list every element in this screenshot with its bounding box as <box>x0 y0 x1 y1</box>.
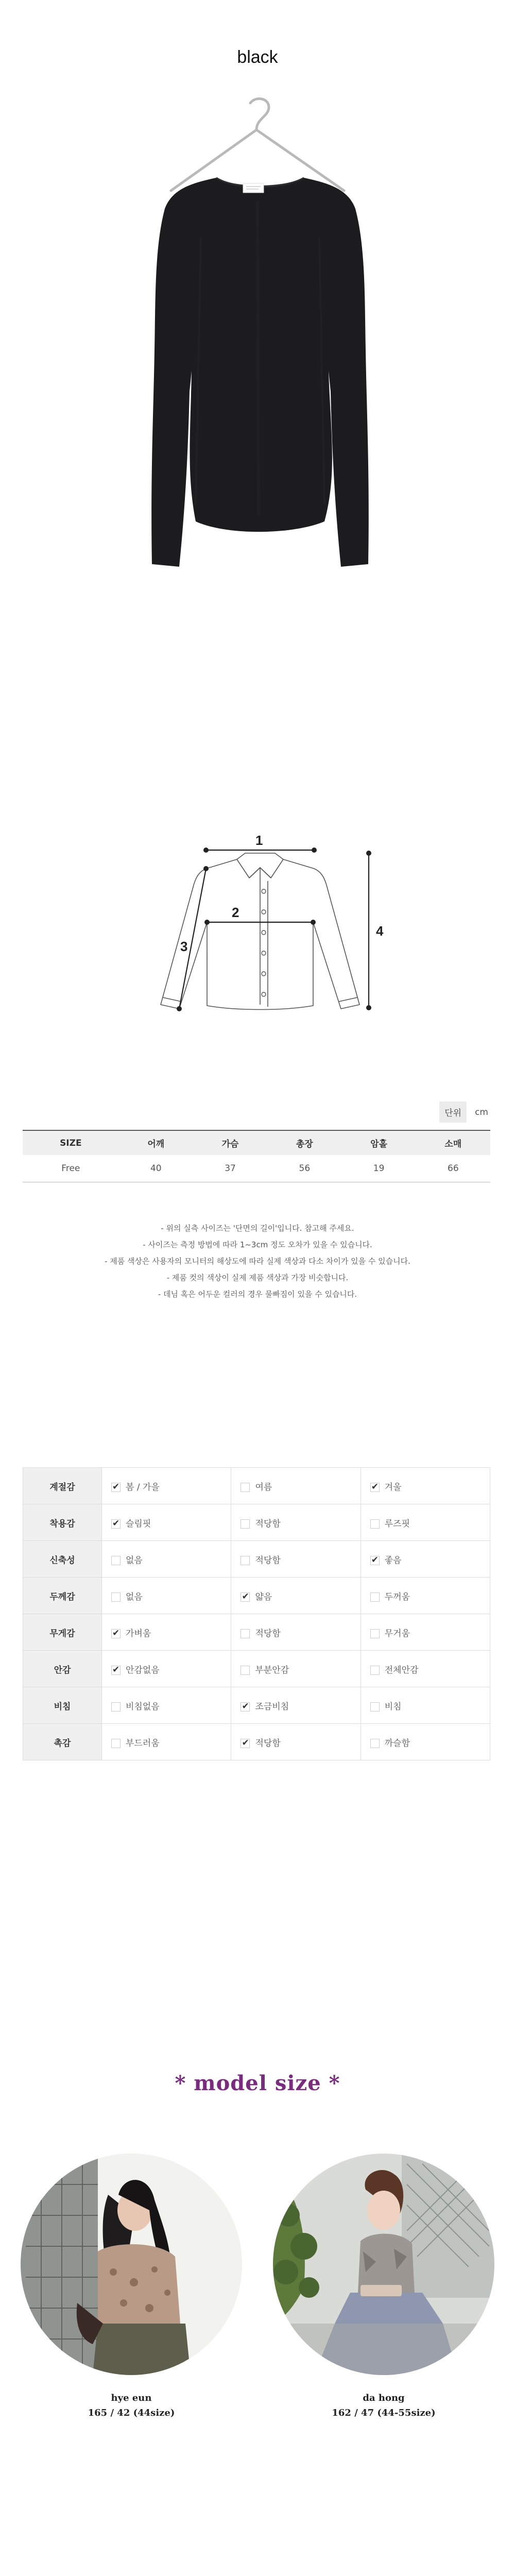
feature-label: 안감 <box>23 1651 102 1687</box>
feature-option-text: 가벼움 <box>126 1628 151 1639</box>
feature-option-text: 까슬함 <box>384 1738 410 1749</box>
model-card <box>273 2154 494 2418</box>
checkbox-empty-icon <box>241 1666 250 1675</box>
size-cell: 66 <box>416 1155 490 1182</box>
feature-label: 계절감 <box>23 1468 102 1504</box>
feature-row-sheerness <box>23 1687 490 1724</box>
note-line: - 사이즈는 측정 방법에 따라 1~3cm 정도 오차가 있을 수 있습니다. <box>143 1240 372 1249</box>
feature-option <box>231 1468 360 1504</box>
feature-option <box>102 1468 231 1504</box>
model-card <box>21 2154 242 2418</box>
model-name: da hong <box>363 2393 405 2403</box>
hanger-icon <box>171 99 344 191</box>
feature-option <box>102 1541 231 1578</box>
feature-option-text: 루즈핏 <box>384 1518 410 1529</box>
feature-option-text: 비침없음 <box>126 1701 160 1712</box>
size-table-header-row <box>23 1130 490 1155</box>
feature-option-text: 없음 <box>126 1555 143 1566</box>
model-size-title: * model size * <box>175 2071 340 2095</box>
feature-row-thickness <box>23 1578 490 1614</box>
feature-option-text: 좋음 <box>384 1555 402 1566</box>
checkbox-empty-icon <box>370 1629 380 1638</box>
note-line: - 제품 컷의 색상이 실제 제품 색상과 가장 비슷합니다. <box>166 1273 349 1282</box>
size-table-header: 소매 <box>416 1130 490 1155</box>
feature-option <box>231 1504 360 1541</box>
checkbox-empty-icon <box>370 1519 380 1529</box>
feature-option-text: 조금비침 <box>255 1701 289 1712</box>
feature-option <box>102 1578 231 1614</box>
feature-option-text: 안감없음 <box>126 1665 160 1675</box>
model-photo <box>273 2154 494 2375</box>
model-photo <box>21 2154 242 2375</box>
feature-option <box>231 1578 360 1614</box>
feature-option-text: 봄 / 가을 <box>126 1482 160 1493</box>
checkbox-empty-icon <box>241 1483 250 1492</box>
size-table-row <box>23 1155 490 1182</box>
checkbox-checked-icon <box>241 1702 250 1711</box>
size-table <box>23 1130 490 1182</box>
unit-toggle <box>439 1101 490 1123</box>
checkbox-empty-icon <box>370 1739 380 1748</box>
feature-option <box>102 1504 231 1541</box>
size-table-header: 가슴 <box>193 1130 267 1155</box>
feature-option <box>360 1504 490 1541</box>
checkbox-empty-icon <box>241 1629 250 1638</box>
checkbox-empty-icon <box>241 1519 250 1529</box>
feature-option <box>102 1724 231 1760</box>
feature-label: 착용감 <box>23 1504 102 1541</box>
model-spec: 162 / 47 (44-55size) <box>332 2408 436 2418</box>
size-cell: 40 <box>119 1155 193 1182</box>
unit-cm[interactable]: cm <box>475 1107 488 1117</box>
feature-label: 신축성 <box>23 1541 102 1578</box>
feature-option <box>360 1468 490 1504</box>
size-table-header: SIZE <box>23 1130 119 1155</box>
feature-option <box>360 1651 490 1687</box>
feature-option-text: 적당함 <box>255 1518 281 1529</box>
feature-option-text: 부드러움 <box>126 1738 160 1749</box>
feature-option-text: 여름 <box>255 1482 272 1493</box>
size-table-header: 암홀 <box>341 1130 416 1155</box>
feature-option <box>231 1724 360 1760</box>
checkbox-checked-icon <box>111 1483 121 1492</box>
feature-option-text: 비침 <box>384 1701 402 1712</box>
feature-option <box>231 1687 360 1724</box>
diagram-label-chest: 2 <box>232 905 239 920</box>
checkbox-empty-icon <box>111 1592 121 1602</box>
checkbox-empty-icon <box>111 1702 121 1711</box>
diagram-label-length: 4 <box>376 923 384 939</box>
size-cell: Free <box>23 1155 119 1182</box>
feature-row-season <box>23 1468 490 1504</box>
checkbox-empty-icon <box>370 1592 380 1602</box>
size-cell: 56 <box>267 1155 341 1182</box>
feature-option <box>231 1541 360 1578</box>
feature-option <box>102 1614 231 1651</box>
feature-option-text: 얇음 <box>255 1591 272 1602</box>
checkbox-empty-icon <box>241 1556 250 1565</box>
unit-label[interactable]: 단위 <box>439 1101 467 1123</box>
size-table-header: 총장 <box>267 1130 341 1155</box>
feature-row-texture <box>23 1724 490 1760</box>
feature-option-text: 슬림핏 <box>126 1518 151 1529</box>
feature-option-text: 두꺼움 <box>384 1591 410 1602</box>
feature-option-text: 전체안감 <box>384 1665 419 1675</box>
size-notes <box>0 1220 515 1302</box>
checkbox-checked-icon <box>241 1739 250 1748</box>
size-cell: 19 <box>341 1155 416 1182</box>
checkbox-checked-icon <box>111 1629 121 1638</box>
feature-option <box>102 1687 231 1724</box>
checkbox-checked-icon <box>111 1519 121 1529</box>
feature-option-text: 무거움 <box>384 1628 410 1639</box>
feature-option <box>360 1578 490 1614</box>
feature-option <box>231 1614 360 1651</box>
checkbox-empty-icon <box>370 1666 380 1675</box>
diagram-label-shoulder: 1 <box>255 835 263 848</box>
diagram-label-sleeve: 3 <box>180 939 188 954</box>
feature-label: 비침 <box>23 1687 102 1724</box>
checkbox-checked-icon <box>111 1666 121 1675</box>
feature-row-stretch <box>23 1541 490 1578</box>
feature-row-weight <box>23 1614 490 1651</box>
note-line: - 제품 색상은 사용자의 모니터의 해상도에 따라 실제 색상과 다소 차이가 있을 수 있습니다. <box>105 1257 410 1266</box>
model-name: hye eun <box>111 2393 152 2403</box>
checkbox-checked-icon <box>370 1483 380 1492</box>
feature-option-text: 부분안감 <box>255 1665 289 1675</box>
product-feature-table <box>23 1467 490 1760</box>
product-color-title: black <box>237 47 278 67</box>
feature-label: 촉감 <box>23 1724 102 1760</box>
feature-row-lining <box>23 1651 490 1687</box>
checkbox-empty-icon <box>111 1556 121 1565</box>
checkbox-checked-icon <box>241 1592 250 1602</box>
feature-option-text: 적당함 <box>255 1738 281 1749</box>
checkbox-empty-icon <box>111 1739 121 1748</box>
size-cell: 37 <box>193 1155 267 1182</box>
note-line: - 위의 실측 사이즈는 '단면의 길이'입니다. 참고해 주세요. <box>161 1224 354 1233</box>
feature-option <box>102 1651 231 1687</box>
feature-option <box>360 1614 490 1651</box>
feature-option-text: 적당함 <box>255 1555 281 1566</box>
feature-label: 무게감 <box>23 1614 102 1651</box>
size-measurement-diagram <box>149 835 386 1051</box>
feature-option <box>360 1724 490 1760</box>
model-spec: 165 / 42 (44size) <box>88 2408 175 2418</box>
feature-option-text: 적당함 <box>255 1628 281 1639</box>
feature-option-text: 없음 <box>126 1591 143 1602</box>
feature-option-text: 겨울 <box>384 1482 402 1493</box>
feature-row-fit <box>23 1504 490 1541</box>
size-table-header: 어깨 <box>119 1130 193 1155</box>
note-line: - 데님 혹은 어두운 컬러의 경우 물빠짐이 있을 수 있습니다. <box>158 1290 357 1299</box>
checkbox-checked-icon <box>370 1556 380 1565</box>
feature-option <box>360 1541 490 1578</box>
product-image <box>139 82 381 608</box>
feature-label: 두께감 <box>23 1578 102 1614</box>
feature-option <box>231 1651 360 1687</box>
checkbox-empty-icon <box>370 1702 380 1711</box>
feature-option <box>360 1687 490 1724</box>
